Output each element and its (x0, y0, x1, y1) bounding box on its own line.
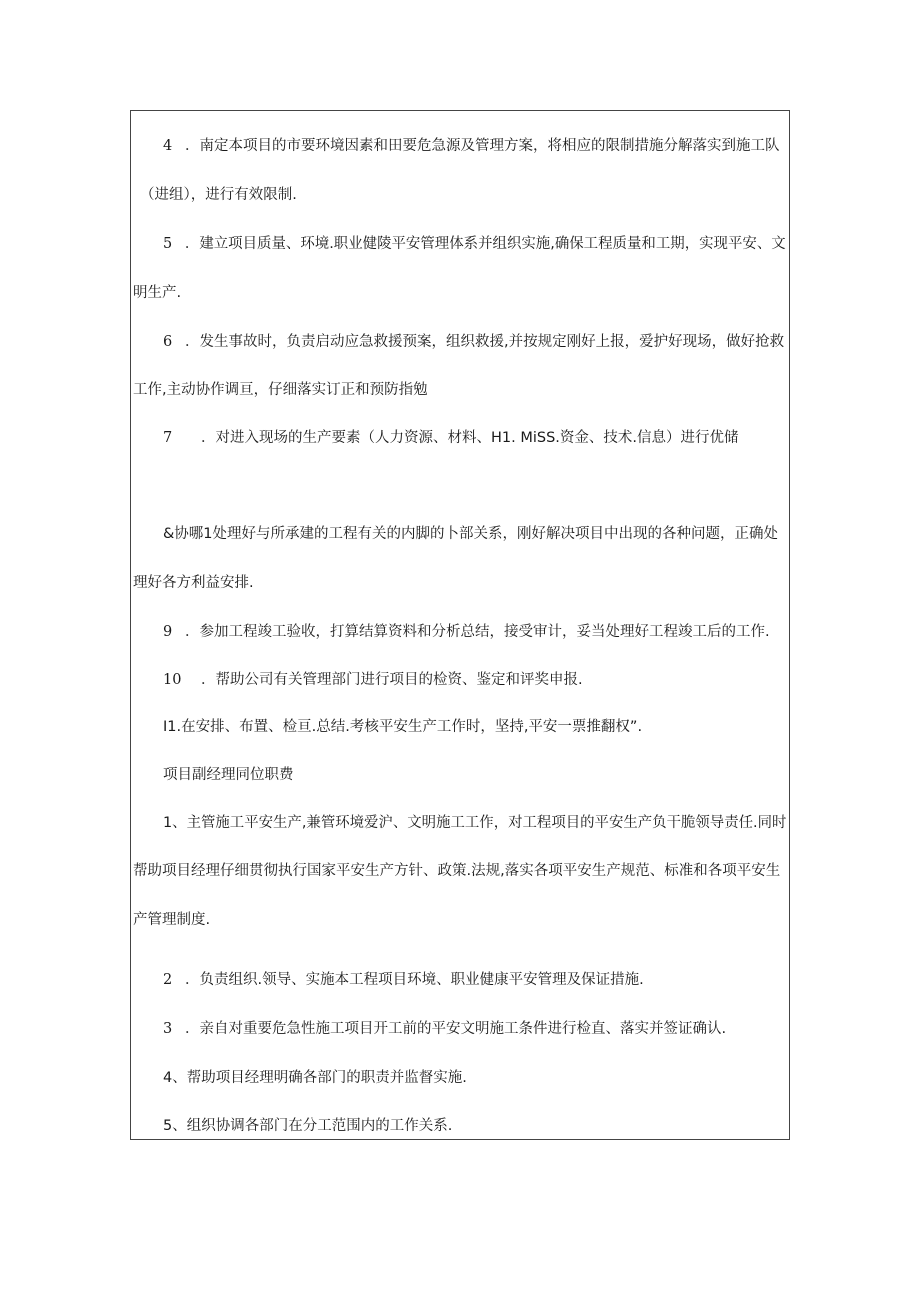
item-number: 10 (163, 672, 182, 688)
line-text: ．对进入现场的生产要素（人力资源、材料、H1. MiSS.资金、技术.信息）进行优储 (201, 430, 739, 446)
text-line-1 (163, 136, 780, 156)
line-text: 理好各方利益安排. (133, 575, 254, 591)
text-line-3 (163, 234, 786, 254)
line-text: ．发生事故时，负责启动应急救援预案，组织救援,并按规定刚好上报，爱护好现场，做好抢救 (185, 334, 785, 350)
text-line-15 (133, 861, 780, 881)
text-line-6 (133, 380, 428, 400)
line-text: ．帮助公司有关管理部门进行项目的检资、鉴定和评奖申报. (201, 672, 583, 688)
item-number: 6 (163, 334, 173, 350)
line-text: I1.在安排、布置、检亘.总结.考核平安生产工作时，坚持,平安一票推翻权”. (163, 719, 643, 735)
text-line-9 (133, 573, 254, 593)
line-text: 产管理制度. (133, 912, 211, 928)
line-text: ．亲自对重要危急性施工项目开工前的平安文明施工条件进行检直、落实并签证确认. (185, 1021, 727, 1037)
text-line-12 (163, 717, 642, 737)
text-line-5 (163, 332, 784, 352)
line-text: ．南定本项目的市要环境因素和田要危急源及管理方案，将相应的限制措施分解落实到施工队 (185, 138, 780, 154)
line-text: ．参加工程竣工验收，打算结算资料和分析总结，接受审计，妥当处理好工程竣工后的工作. (185, 624, 770, 640)
item-number: 3 (163, 1021, 173, 1037)
item-number: 9 (163, 624, 173, 640)
item-number: 5 (163, 236, 173, 252)
text-line-20 (163, 1116, 452, 1136)
text-line-2 (140, 185, 297, 205)
line-text: &协哪1处理好与所承建的工程有关的内脚的卜部关系，刚好解决项目中出现的各种问题，正确处 (163, 526, 779, 542)
item-number: 4 (163, 138, 173, 154)
line-text: （进组），进行有效限制. (140, 187, 297, 203)
line-text: 工作,主动协作调亘，仔细落实订正和预防指勉 (133, 382, 428, 398)
text-line-18 (163, 1019, 726, 1039)
text-line-14 (163, 813, 786, 833)
item-number: 2 (163, 972, 173, 988)
line-text: ．建立项目质量、环境.职业健陵平安管理体系并组织实施,确保工程质量和工期，实现平安、文 (184, 236, 786, 252)
text-line-8 (163, 524, 778, 544)
line-text: 1、主管施工平安生产,兼管环境爱沪、文明施工工作，对工程项目的平安生产负干脆领导责任.同时 (163, 815, 787, 831)
line-text: 帮助项目经理仔细贯彻执行国家平安生产方针、政策.法规,落实各项平安生产规范、标准和各项平安生 (133, 863, 781, 879)
text-line-16 (133, 910, 210, 930)
line-text: 明生产. (133, 285, 182, 301)
text-line-17 (163, 970, 644, 990)
section-heading (163, 765, 294, 785)
text-line-7 (163, 428, 739, 448)
item-number: 7 (163, 430, 173, 446)
line-text: 项目副经理同位职费 (163, 767, 294, 783)
line-text: 4、帮助项目经理明确各部门的职责并监督实施. (163, 1070, 467, 1086)
text-line-11 (163, 670, 583, 690)
text-line-4 (133, 283, 181, 303)
text-line-10 (163, 622, 770, 642)
line-text: 5、组织协调各部门在分工范围内的工作关系. (163, 1118, 453, 1134)
text-line-19 (163, 1068, 467, 1088)
line-text: ．负责组织.领导、实施本工程项目环境、职业健康平安管理及保证措施. (185, 972, 644, 988)
